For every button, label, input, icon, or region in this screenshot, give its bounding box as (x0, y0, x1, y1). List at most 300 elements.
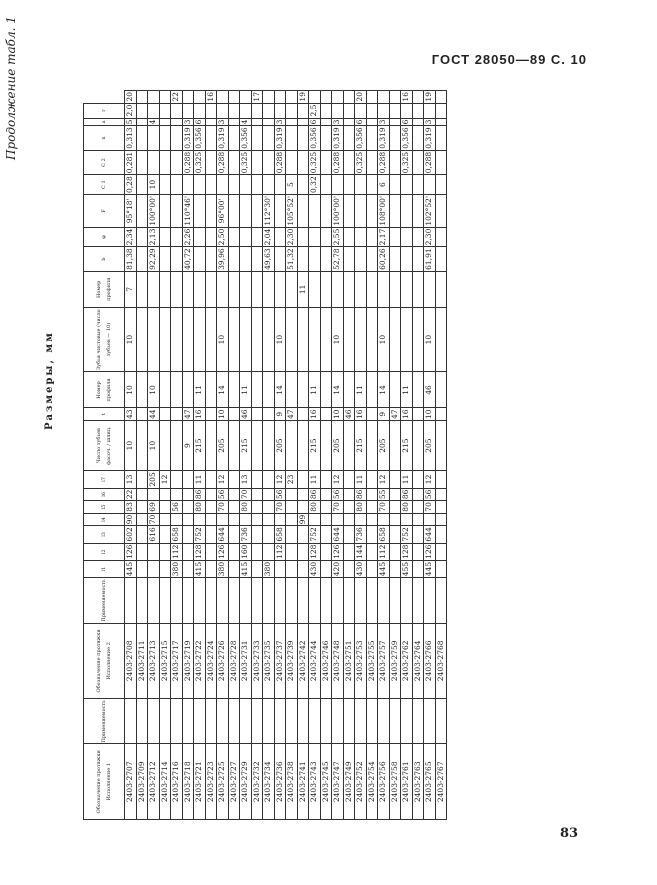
table-cell (159, 560, 171, 577)
table-cell: 0,325 (401, 151, 411, 174)
table-cell: 56 (171, 502, 181, 512)
table-cell: 2403-2712 (148, 744, 160, 820)
table-cell: 4 (148, 119, 158, 125)
table-cell: 616 (148, 527, 158, 542)
table-cell (332, 175, 344, 195)
table-cell: 22 (171, 92, 181, 102)
table-cell (366, 126, 378, 150)
table-continuation-caption: Продолжение табл. 1 (4, 16, 18, 160)
table-cell: 14 (217, 372, 229, 408)
table-cell (389, 526, 401, 543)
table-cell: 215 (240, 420, 252, 470)
table-cell (274, 103, 286, 118)
table-row (125, 91, 137, 820)
table-cell (343, 103, 355, 118)
table-cell (194, 307, 206, 372)
table-row (286, 91, 298, 820)
table-cell: 2,0 (125, 104, 135, 117)
table-cell: 2403-2752 (355, 744, 367, 820)
table-cell (171, 126, 183, 150)
table-cell: 47 (389, 409, 399, 419)
table-cell: 2,5 (309, 104, 319, 117)
table-cell (251, 420, 263, 470)
table-cell (228, 699, 240, 744)
table-cell: 2403-2761 (401, 744, 413, 820)
table-cell (286, 307, 298, 372)
table-row (148, 91, 160, 820)
table-cell (263, 118, 275, 126)
table-cell: 2403-2742 (297, 623, 309, 699)
table-cell: 644 (332, 527, 342, 542)
table-cell: 644 (424, 527, 434, 542)
table-cell (136, 420, 148, 470)
table-cell (401, 513, 413, 526)
table-cell (251, 699, 263, 744)
table-cell: 430 (355, 561, 365, 577)
table-cell: 56 (332, 489, 342, 500)
table-cell (136, 126, 148, 150)
table-cell (251, 578, 263, 623)
table-cell (320, 408, 332, 421)
table-cell (320, 543, 332, 560)
table-cell (159, 91, 171, 104)
table-cell (366, 420, 378, 470)
table-cell: 16 (205, 92, 215, 102)
table-cell (251, 307, 263, 372)
table-cell: 2,30 (286, 228, 296, 246)
table-cell (194, 271, 206, 307)
table-cell (401, 307, 413, 372)
table-cell (412, 560, 424, 577)
table-cell: 70 (148, 514, 158, 525)
table-cell (136, 543, 148, 560)
table-cell (343, 307, 355, 372)
table-cell (435, 194, 447, 227)
table-cell (240, 247, 252, 271)
table-cell (366, 488, 378, 501)
table-cell (366, 194, 378, 227)
table-cell: 2403-2758 (389, 744, 401, 820)
table-cell: 0,325 (194, 151, 204, 174)
table-cell (251, 227, 263, 247)
table-cell (389, 372, 401, 408)
table-cell: 10 (378, 307, 390, 372)
table-cell (412, 471, 424, 488)
table-cell (343, 578, 355, 623)
table-cell (159, 501, 171, 514)
table-cell (274, 91, 286, 104)
table-cell (148, 578, 160, 623)
table-cell: 2403-2717 (171, 623, 183, 699)
table-cell (366, 513, 378, 526)
table-cell (274, 194, 286, 227)
table-cell (332, 103, 344, 118)
table-cell: 61,91 (424, 248, 434, 270)
table-cell (389, 578, 401, 623)
table-cell: 128 (309, 544, 319, 559)
table-cell: 2403-2749 (343, 744, 355, 820)
table-cell (286, 501, 298, 514)
table-cell (297, 471, 309, 488)
table-cell (297, 247, 309, 271)
table-cell (320, 513, 332, 526)
table-row (320, 91, 332, 820)
table-cell: 128 (194, 544, 204, 559)
table-cell (309, 513, 321, 526)
table-row (240, 91, 252, 820)
table-cell (263, 103, 275, 118)
table-cell: 10 (148, 175, 160, 195)
table-row (435, 91, 447, 820)
table-cell (228, 271, 240, 307)
table-row (355, 91, 367, 820)
table-cell (205, 488, 217, 501)
table-cell: 2403-2709 (136, 744, 148, 820)
table-cell (389, 194, 401, 227)
table-cell: 16 (401, 409, 411, 419)
table-row (182, 91, 194, 820)
table-cell (194, 699, 206, 744)
table-cell (389, 103, 401, 118)
table-cell: 2403-2767 (435, 744, 447, 820)
table-cell (355, 513, 367, 526)
table-cell (251, 194, 263, 227)
table-cell: 80 (194, 502, 204, 512)
table-cell (136, 271, 148, 307)
table-cell (366, 501, 378, 514)
table-cell (435, 578, 447, 623)
table-cell (389, 501, 401, 514)
table-cell (136, 372, 148, 408)
table-cell (274, 175, 286, 195)
table-cell (424, 578, 436, 623)
table-cell (412, 501, 424, 514)
table-cell (320, 526, 332, 543)
table-cell: 12 (332, 471, 344, 488)
table-cell (136, 471, 148, 488)
table-cell (263, 488, 275, 501)
table-cell: 80 (240, 502, 250, 512)
table-cell (251, 175, 263, 195)
table-cell (366, 247, 378, 271)
table-cell (205, 513, 217, 526)
table-cell: 2403-2715 (159, 623, 171, 699)
table-cell: 2403-2734 (263, 744, 275, 820)
table-cell (251, 372, 263, 408)
table-cell (366, 307, 378, 372)
table-cell (194, 227, 206, 247)
column-header: Применяемость (84, 578, 125, 623)
column-header: Обозначение протяжки Исполнение 2 (84, 623, 125, 699)
table-cell: 86 (309, 489, 319, 500)
table-cell (355, 103, 367, 118)
table-cell: 2403-2741 (297, 744, 309, 820)
table-cell (343, 420, 355, 470)
table-row (366, 91, 378, 820)
table-cell (366, 175, 378, 195)
table-cell: 2403-2738 (286, 744, 298, 820)
table-cell (297, 543, 309, 560)
table-cell: 16 (194, 409, 204, 419)
table-cell (389, 471, 401, 488)
table-cell (343, 560, 355, 577)
table-cell (435, 560, 447, 577)
table-cell (228, 307, 240, 372)
table-cell (159, 103, 171, 118)
table-cell (228, 227, 240, 247)
table-cell: 55 (378, 489, 388, 500)
table-cell (171, 578, 183, 623)
table-row (401, 91, 413, 820)
table-cell (320, 372, 332, 408)
table-cell: 2403-2716 (171, 744, 183, 820)
table-cell: 445 (378, 561, 388, 577)
table-cell: 51,32 (286, 248, 296, 270)
table-cell: 2403-2762 (401, 623, 413, 699)
table-cell: 0,288 (378, 151, 388, 174)
table-cell: 2,26 (182, 228, 192, 246)
table-cell (297, 175, 309, 195)
table-cell: 0,288 (182, 151, 192, 174)
table-cell: 2403-2756 (378, 744, 390, 820)
table-cell: 215 (309, 420, 321, 470)
table-cell (205, 526, 217, 543)
table-cell: 49,63 (263, 248, 273, 270)
table-cell (320, 150, 332, 174)
table-row (228, 91, 240, 820)
table-cell: 7 (125, 271, 137, 307)
table-cell (205, 699, 217, 744)
table-cell (320, 420, 332, 470)
table-cell (343, 513, 355, 526)
table-cell: 60,26 (378, 248, 388, 270)
table-cell: 112 (171, 544, 181, 559)
table-cell (286, 150, 298, 174)
table-cell: 2403-2766 (424, 623, 436, 699)
table-cell (159, 118, 171, 126)
table-cell (171, 247, 183, 271)
column-header: Число зубьев фасоч. / шлиц. (84, 420, 125, 470)
table-cell: 2403-2763 (412, 744, 424, 820)
table-cell: 2,55 (332, 228, 342, 246)
table-cell (309, 247, 321, 271)
table-cell (171, 150, 183, 174)
table-cell (435, 501, 447, 514)
table-cell (309, 578, 321, 623)
table-cell: 70 (217, 502, 227, 512)
table-cell (435, 91, 447, 104)
table-cell (205, 103, 217, 118)
table-cell (182, 526, 194, 543)
table-cell: 2403-2707 (125, 744, 137, 820)
table-cell: 10 (274, 307, 286, 372)
table-cell (389, 227, 401, 247)
table-row (263, 91, 275, 820)
table-cell (297, 699, 309, 744)
table-cell: 112 (274, 544, 284, 559)
table-cell (435, 126, 447, 150)
table-cell: 86 (401, 489, 411, 500)
table-cell (401, 247, 413, 271)
table-cell: 2403-2764 (412, 623, 424, 699)
table-cell (389, 543, 401, 560)
table-cell: 2403-2735 (263, 623, 275, 699)
table-cell: 415 (240, 561, 250, 577)
table-cell (286, 488, 298, 501)
dimensions-table (83, 90, 563, 820)
table-cell: 70 (332, 502, 342, 512)
table-cell (205, 372, 217, 408)
table-cell (297, 126, 309, 150)
table-cell (343, 699, 355, 744)
table-cell (320, 227, 332, 247)
table-cell: 22 (125, 489, 135, 500)
table-cell (343, 118, 355, 126)
table-cell (182, 307, 194, 372)
table-cell (240, 513, 252, 526)
table-cell: 46 (424, 372, 436, 408)
table-cell (401, 271, 413, 307)
table-cell: 13 (240, 471, 252, 488)
table-cell (171, 307, 183, 372)
table-cell: 736 (355, 527, 365, 542)
table-cell: 80 (309, 502, 319, 512)
table-cell (355, 307, 367, 372)
table-cell (309, 194, 321, 227)
table-cell (320, 578, 332, 623)
table-cell (228, 488, 240, 501)
table-row (171, 91, 183, 820)
table-cell (424, 699, 436, 744)
table-cell: 40,72 (182, 248, 192, 270)
table-cell (343, 488, 355, 501)
table-cell: 12 (274, 471, 286, 488)
table-cell (378, 103, 390, 118)
table-cell (286, 420, 298, 470)
table-cell (182, 513, 194, 526)
table-cell: 2403-2748 (332, 623, 344, 699)
table-cell (205, 247, 217, 271)
table-cell (286, 560, 298, 577)
table-cell (136, 194, 148, 227)
table-cell (263, 513, 275, 526)
table-cell (412, 150, 424, 174)
table-cell: 56 (274, 489, 284, 500)
table-cell: 2403-2714 (159, 744, 171, 820)
table-cell: 0,319 (332, 127, 342, 149)
table-cell (274, 513, 286, 526)
table-cell: 23 (286, 471, 298, 488)
table-cell (435, 471, 447, 488)
table-cell (217, 103, 229, 118)
table-cell (355, 247, 367, 271)
table-cell (136, 488, 148, 501)
table-cell: 736 (240, 527, 250, 542)
table-cell: 0,32 (309, 176, 319, 193)
table-cell (205, 420, 217, 470)
table-cell (366, 526, 378, 543)
table-cell (159, 488, 171, 501)
table-cell (435, 526, 447, 543)
table-cell (366, 103, 378, 118)
table-cell (320, 501, 332, 514)
table-cell (205, 471, 217, 488)
table-cell: 99 (297, 514, 307, 525)
table-cell: 0,288 (424, 151, 434, 174)
table-cell (343, 126, 355, 150)
table-cell (263, 699, 275, 744)
table-cell: 10 (125, 307, 137, 372)
column-header: r (84, 103, 125, 118)
table-cell (309, 271, 321, 307)
table-cell: 11 (401, 372, 413, 408)
column-header: Зубья чистовые (число зубьев — 10) (84, 307, 125, 372)
table-cell (366, 118, 378, 126)
table-cell: 126 (217, 544, 227, 559)
table-cell: 126 (332, 544, 342, 559)
table-cell (136, 501, 148, 514)
table-cell: 14 (274, 372, 286, 408)
table-cell (343, 471, 355, 488)
table-cell: 2403-2726 (217, 623, 229, 699)
page-number: 83 (560, 826, 579, 841)
table-cell (148, 91, 160, 104)
table-cell (332, 513, 344, 526)
table-cell (435, 150, 447, 174)
table-cell: 2403-2711 (136, 623, 148, 699)
table-cell: 43 (125, 409, 135, 419)
table-cell: 380 (217, 561, 227, 577)
table-cell: 2,13 (148, 228, 158, 246)
table-cell: 0,319 (182, 127, 192, 149)
table-cell (366, 372, 378, 408)
table-cell (148, 103, 160, 118)
table-cell (205, 150, 217, 174)
table-cell (286, 91, 298, 104)
table-cell (297, 194, 309, 227)
table-cell (159, 513, 171, 526)
table-cell: 0,313 (125, 127, 135, 149)
table-cell (412, 175, 424, 195)
table-cell (435, 247, 447, 271)
table-cell: 380 (263, 561, 273, 577)
table-cell (286, 118, 298, 126)
table-cell (263, 372, 275, 408)
table-cell (228, 91, 240, 104)
table-cell: 0,319 (378, 127, 388, 149)
table-cell: 3 (424, 119, 434, 125)
table-cell (320, 307, 332, 372)
table-cell (297, 103, 309, 118)
table-cell (171, 513, 183, 526)
table-cell: 83 (125, 502, 135, 512)
table-cell (217, 271, 229, 307)
table-cell (217, 578, 229, 623)
table-cell (297, 420, 309, 470)
column-header: l4 (84, 513, 125, 526)
table-cell: 92,29 (148, 248, 158, 270)
table-cell (389, 91, 401, 104)
table-cell: 46 (343, 409, 353, 419)
table-cell (401, 103, 413, 118)
table-cell (263, 420, 275, 470)
table-cell (171, 471, 183, 488)
table-cell: 9 (378, 408, 390, 421)
table-cell: 0,325 (355, 151, 365, 174)
table-cell (263, 126, 275, 150)
table-cell (251, 560, 263, 577)
table-cell (205, 560, 217, 577)
